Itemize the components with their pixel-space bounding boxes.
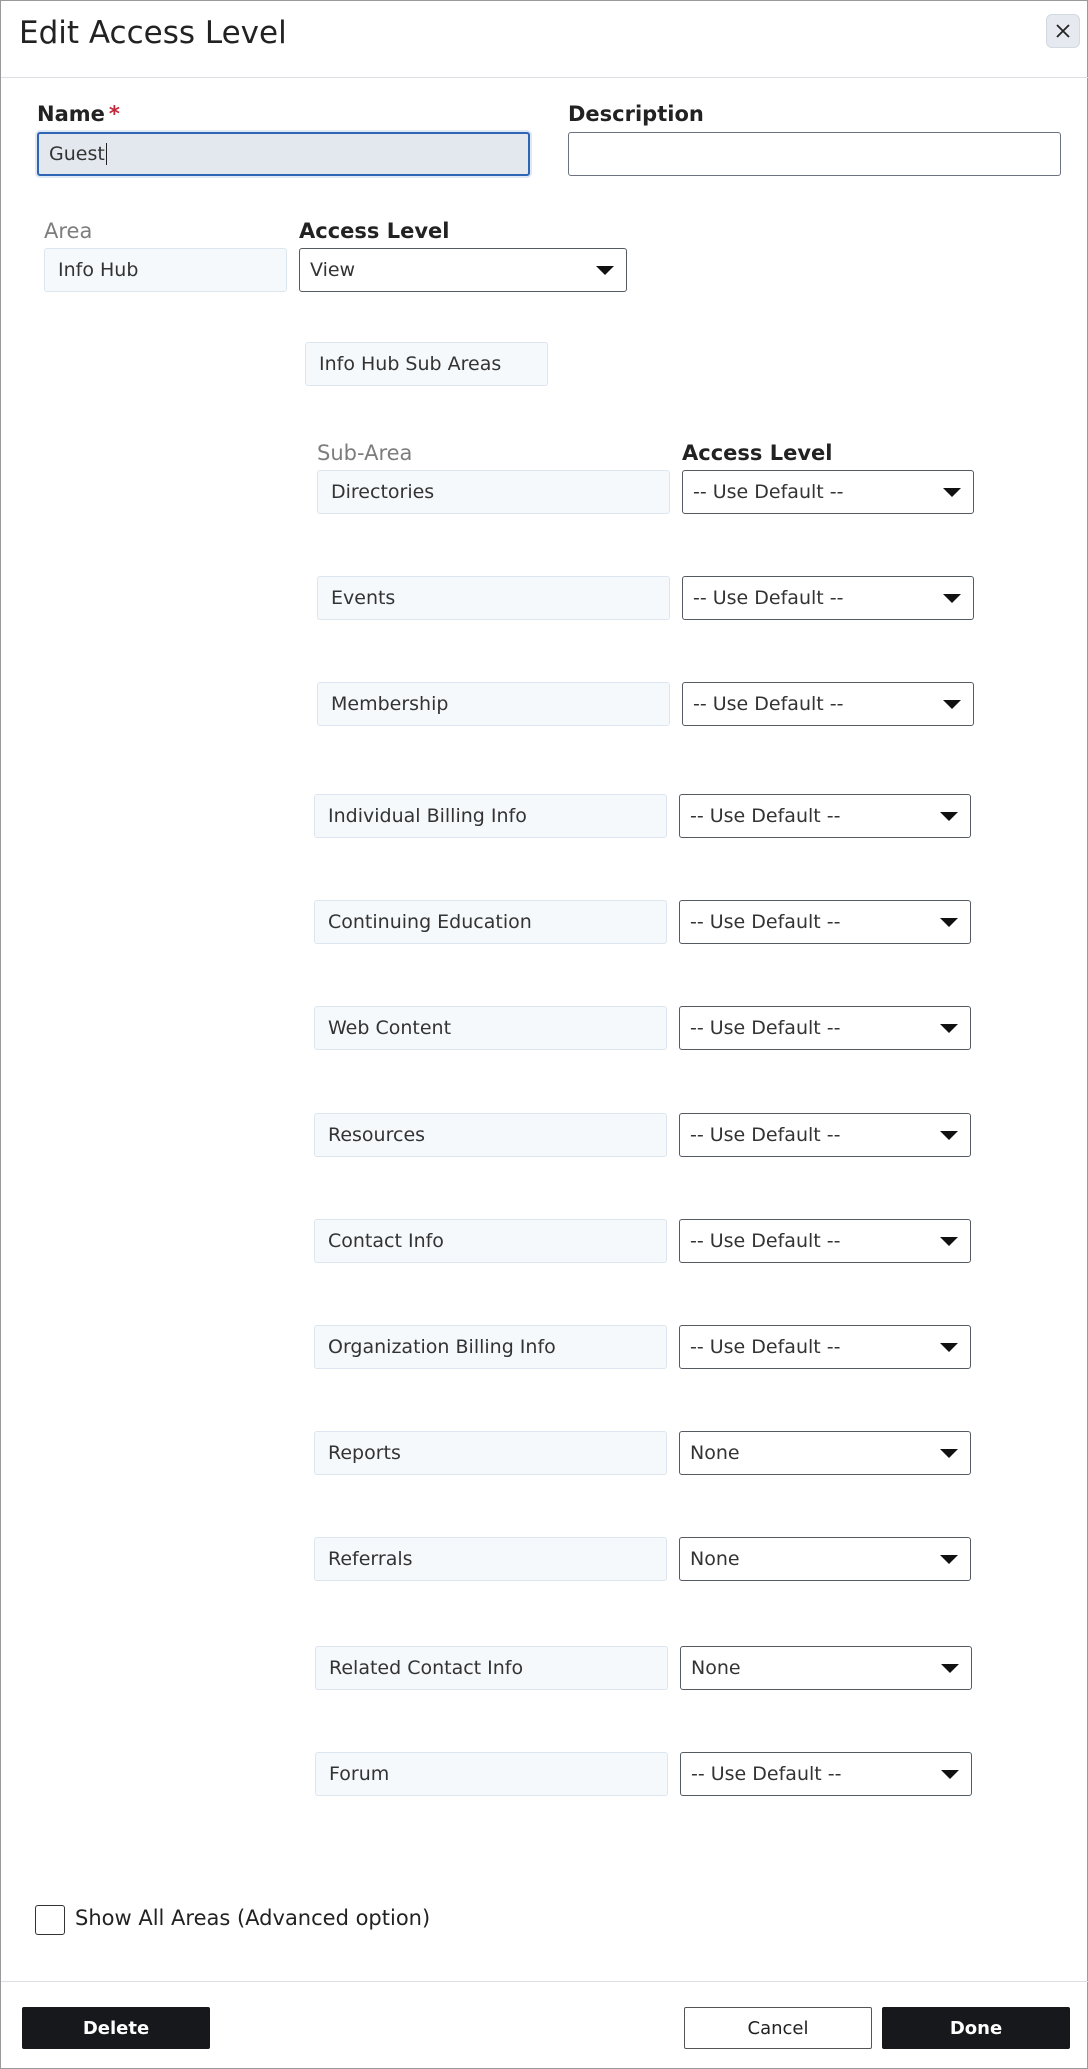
dialog-title: Edit Access Level bbox=[19, 15, 287, 51]
sub-area-level-value: -- Use Default -- bbox=[690, 1336, 841, 1358]
delete-button[interactable]: Delete bbox=[22, 2007, 210, 2049]
sub-area-name-box bbox=[317, 470, 670, 514]
sub-area-level-value: None bbox=[690, 1548, 740, 1570]
sub-area-name: Directories bbox=[331, 481, 435, 503]
name-input-value: Guest bbox=[49, 143, 105, 165]
dropdown-arrow-icon bbox=[940, 1555, 958, 1564]
sub-area-name-box bbox=[317, 682, 670, 726]
show-all-areas-label[interactable]: Show All Areas (Advanced option) bbox=[75, 1906, 431, 1930]
close-icon bbox=[1055, 23, 1071, 39]
dropdown-arrow-icon bbox=[940, 1024, 958, 1033]
sub-area-name-box bbox=[314, 1431, 667, 1475]
sub-area-name-box bbox=[314, 794, 667, 838]
show-all-areas-checkbox[interactable] bbox=[35, 1905, 65, 1935]
access-level-label: Access Level bbox=[299, 219, 450, 243]
description-label: Description bbox=[568, 102, 704, 126]
cancel-button[interactable]: Cancel bbox=[684, 2007, 872, 2049]
sub-area-level-value: -- Use Default -- bbox=[690, 805, 841, 827]
sub-area-level-select[interactable] bbox=[682, 576, 974, 620]
sub-area-level-select[interactable] bbox=[680, 1752, 972, 1796]
sub-area-name: Referrals bbox=[328, 1548, 413, 1570]
sub-area-level-select[interactable] bbox=[679, 1219, 971, 1263]
dropdown-arrow-icon bbox=[943, 488, 961, 497]
sub-area-level-value: -- Use Default -- bbox=[691, 1763, 842, 1785]
sub-area-level-value: -- Use Default -- bbox=[690, 1017, 841, 1039]
dropdown-arrow-icon bbox=[940, 1237, 958, 1246]
sub-area-name: Events bbox=[331, 587, 396, 609]
dropdown-arrow-icon bbox=[940, 1343, 958, 1352]
sub-area-level-select[interactable] bbox=[682, 682, 974, 726]
sub-areas-heading: Info Hub Sub Areas bbox=[319, 353, 502, 375]
sub-area-level-select[interactable] bbox=[679, 1325, 971, 1369]
area-value-box bbox=[44, 248, 287, 292]
sub-area-name: Forum bbox=[329, 1763, 390, 1785]
dropdown-arrow-icon bbox=[596, 266, 614, 275]
sub-area-level-value: None bbox=[691, 1657, 741, 1679]
dropdown-arrow-icon bbox=[940, 918, 958, 927]
sub-area-name: Continuing Education bbox=[328, 911, 532, 933]
area-label: Area bbox=[44, 219, 93, 243]
dialog-header bbox=[1, 1, 1088, 78]
access-level-select[interactable] bbox=[299, 248, 627, 292]
sub-area-level-value: -- Use Default -- bbox=[693, 693, 844, 715]
dropdown-arrow-icon bbox=[940, 1131, 958, 1140]
sub-area-level-select[interactable] bbox=[679, 1113, 971, 1157]
sub-area-level-select[interactable] bbox=[679, 794, 971, 838]
sub-area-level-select[interactable] bbox=[679, 1006, 971, 1050]
sub-area-name: Reports bbox=[328, 1442, 401, 1464]
sub-area-name: Contact Info bbox=[328, 1230, 444, 1252]
description-input[interactable] bbox=[568, 132, 1061, 176]
name-label bbox=[37, 102, 120, 126]
sub-area-name-box bbox=[314, 1113, 667, 1157]
sub-area-level-value: -- Use Default -- bbox=[690, 1230, 841, 1252]
sub-area-label: Sub-Area bbox=[317, 441, 413, 465]
sub-area-name: Related Contact Info bbox=[329, 1657, 524, 1679]
dropdown-arrow-icon bbox=[943, 700, 961, 709]
area-value: Info Hub bbox=[58, 259, 139, 281]
sub-area-level-value: None bbox=[690, 1442, 740, 1464]
sub-area-name-box bbox=[317, 576, 670, 620]
dropdown-arrow-icon bbox=[940, 812, 958, 821]
sub-area-name-box bbox=[315, 1752, 668, 1796]
sub-area-name-box bbox=[314, 1006, 667, 1050]
sub-area-level-select[interactable] bbox=[680, 1646, 972, 1690]
sub-area-level-select[interactable] bbox=[679, 1431, 971, 1475]
sub-area-name: Membership bbox=[331, 693, 449, 715]
required-marker: * bbox=[108, 102, 120, 126]
done-button[interactable]: Done bbox=[882, 2007, 1070, 2049]
text-caret bbox=[106, 143, 107, 165]
sub-area-level-value: -- Use Default -- bbox=[690, 911, 841, 933]
sub-area-level-select[interactable] bbox=[682, 470, 974, 514]
name-label-text: Name bbox=[37, 102, 105, 126]
dropdown-arrow-icon bbox=[943, 594, 961, 603]
sub-area-level-value: -- Use Default -- bbox=[693, 481, 844, 503]
access-level-selected: View bbox=[310, 259, 356, 281]
sub-area-name-box bbox=[314, 1219, 667, 1263]
sub-area-name-box bbox=[314, 900, 667, 944]
dropdown-arrow-icon bbox=[941, 1770, 959, 1779]
dropdown-arrow-icon bbox=[941, 1664, 959, 1673]
sub-area-name: Organization Billing Info bbox=[328, 1336, 556, 1358]
name-input[interactable] bbox=[37, 132, 530, 176]
sub-area-name-box bbox=[314, 1325, 667, 1369]
close-button[interactable] bbox=[1046, 14, 1080, 48]
sub-area-level-select[interactable] bbox=[679, 1537, 971, 1581]
sub-access-level-label: Access Level bbox=[682, 441, 833, 465]
sub-area-name: Individual Billing Info bbox=[328, 805, 527, 827]
sub-area-name: Web Content bbox=[328, 1017, 452, 1039]
sub-area-level-select[interactable] bbox=[679, 900, 971, 944]
sub-area-name: Resources bbox=[328, 1124, 426, 1146]
sub-area-name-box bbox=[315, 1646, 668, 1690]
sub-areas-heading-box bbox=[305, 342, 548, 386]
sub-area-level-value: -- Use Default -- bbox=[693, 587, 844, 609]
sub-area-name-box bbox=[314, 1537, 667, 1581]
sub-area-level-value: -- Use Default -- bbox=[690, 1124, 841, 1146]
dropdown-arrow-icon bbox=[940, 1449, 958, 1458]
